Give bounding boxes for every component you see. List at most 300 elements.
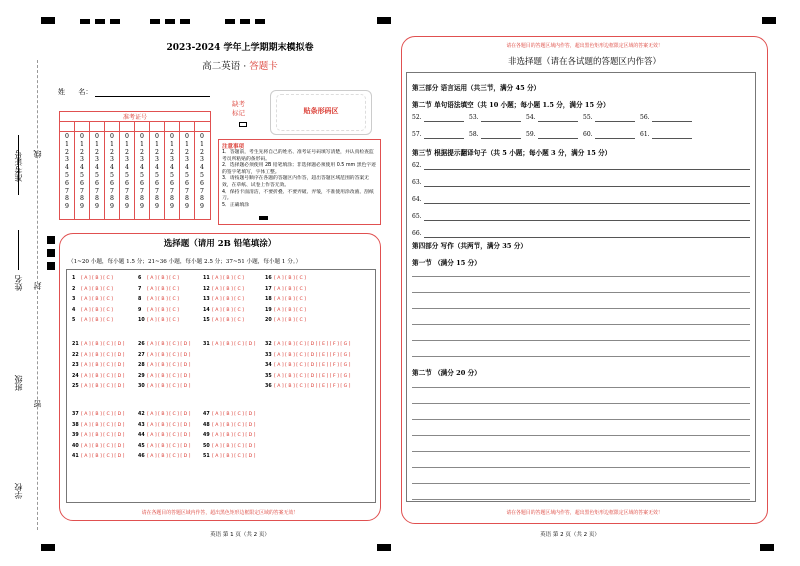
writing-line[interactable] xyxy=(412,467,750,468)
footer-warning-left: 请在各题目的答题区域内作答，超出黑色矩形边框限定区域的答案无效！ xyxy=(141,510,299,516)
notice-title: 注意事项 xyxy=(222,144,245,150)
answer-options[interactable]: [ A ] [ B ] [ C ] [ D ] xyxy=(81,384,125,389)
digit-bubble[interactable]: 1 xyxy=(80,140,84,148)
part3-heading: 第三部分 语言运用（共三节，满分 45 分） xyxy=(412,84,541,92)
digit-bubble[interactable]: 2 xyxy=(65,148,69,156)
section3-heading: 第三节 根据提示翻译句子（共 5 小题；每小题 3 分，满分 15 分） xyxy=(412,149,612,157)
timing-mark xyxy=(80,19,90,24)
fill-number: 54. xyxy=(526,114,536,121)
translate-number: 66. xyxy=(412,230,422,237)
fill-answer-line[interactable] xyxy=(652,138,692,139)
digit-bubble[interactable]: 6 xyxy=(155,179,159,187)
translate-number: 63. xyxy=(412,179,422,186)
digit-bubble[interactable]: 7 xyxy=(200,187,204,195)
question-number: 24 xyxy=(72,373,79,379)
answer-options[interactable]: [ A ] [ B ] [ C ] [ D ] xyxy=(81,443,125,449)
digit-bubble[interactable]: 3 xyxy=(95,156,99,164)
digit-bubble[interactable]: 2 xyxy=(80,148,84,156)
page-number-right: 英语 第 2 页（共 2 页） xyxy=(540,532,600,538)
digit-bubble[interactable]: 4 xyxy=(140,164,144,172)
writing-line[interactable] xyxy=(412,292,750,293)
digit-bubble[interactable]: 0 xyxy=(110,133,114,140)
digit-bubble[interactable]: 5 xyxy=(80,171,84,179)
question-number: 10 xyxy=(138,318,145,323)
digit-column[interactable] xyxy=(61,133,73,211)
fill-answer-line[interactable] xyxy=(424,121,464,122)
fill-number: 59. xyxy=(526,131,536,138)
digit-bubble[interactable]: 3 xyxy=(80,156,84,164)
answer-options[interactable]: [ A ] [ B ] [ C ] xyxy=(81,297,113,302)
grid-divider xyxy=(74,121,75,219)
digit-bubble[interactable]: 9 xyxy=(155,203,159,211)
fill-answer-line[interactable] xyxy=(595,121,635,122)
question-number: 40 xyxy=(72,443,79,449)
ticket-number-label: 准考证号 xyxy=(122,114,147,121)
page-number-left: 英语 第 1 页（共 2 页） xyxy=(210,532,270,538)
answer-options[interactable]: [ A ] [ B ] [ C ] [ D ] xyxy=(147,443,191,449)
digit-bubble[interactable]: 4 xyxy=(65,164,69,172)
question-number: 51 xyxy=(203,454,210,459)
answer-options[interactable]: [ A ] [ B ] [ C ] [ D ] xyxy=(81,373,125,379)
question-number: 5 xyxy=(72,318,76,323)
digit-column[interactable] xyxy=(121,133,133,211)
digit-bubble[interactable]: 3 xyxy=(170,156,174,164)
digit-bubble[interactable]: 0 xyxy=(185,133,189,140)
question-number: 48 xyxy=(203,422,210,428)
translate-number: 64. xyxy=(412,196,422,203)
question-number: 14 xyxy=(203,307,210,313)
digit-bubble[interactable]: 9 xyxy=(65,203,69,211)
fill-number: 57. xyxy=(412,131,422,138)
timing-mark xyxy=(150,19,160,24)
fill-number: 55. xyxy=(583,114,593,121)
digit-bubble[interactable]: 2 xyxy=(125,148,129,156)
answer-options[interactable]: [ A ] [ B ] [ C ] [ D ] xyxy=(147,384,191,389)
digit-bubble[interactable]: 6 xyxy=(80,179,84,187)
fill-number: 58. xyxy=(469,131,479,138)
digit-bubble[interactable]: 5 xyxy=(125,171,129,179)
answer-options[interactable]: [ A ] [ B ] [ C ] [ D ] xyxy=(147,433,191,438)
digit-bubble[interactable]: 8 xyxy=(200,195,204,203)
question-number: 1 xyxy=(72,276,76,281)
digit-column[interactable] xyxy=(91,133,103,211)
digit-bubble[interactable]: 0 xyxy=(80,133,84,140)
question-number: 44 xyxy=(138,433,145,438)
answer-options[interactable]: [ A ] [ B ] [ C ] [ D ] xyxy=(212,433,256,438)
digit-bubble[interactable]: 1 xyxy=(170,140,174,148)
side-label-line: 线 xyxy=(33,150,42,158)
timing-mark xyxy=(47,262,55,270)
bottom-warning-right: 请在各题目的答题区域内作答，超出黑色矩形边框限定区域的答案无效！ xyxy=(506,510,663,516)
digit-bubble[interactable]: 4 xyxy=(155,164,159,172)
question-number: 34 xyxy=(265,363,272,368)
digit-bubble[interactable]: 6 xyxy=(95,179,99,187)
subtitle-subject: 高二英语 · xyxy=(202,61,250,72)
digit-bubble[interactable]: 3 xyxy=(110,156,114,164)
digit-bubble[interactable]: 1 xyxy=(65,140,69,148)
digit-bubble[interactable]: 8 xyxy=(110,195,114,203)
digit-bubble[interactable]: 1 xyxy=(95,140,99,148)
answer-options[interactable]: [ A ] [ B ] [ C ] xyxy=(147,297,179,302)
non-choice-frame xyxy=(406,72,756,502)
digit-bubble[interactable]: 4 xyxy=(170,164,174,172)
question-number: 21 xyxy=(72,342,79,347)
digit-bubble[interactable]: 7 xyxy=(80,187,84,195)
fill-answer-line[interactable] xyxy=(652,121,692,122)
answer-options[interactable]: [ A ] [ B ] [ C ] xyxy=(212,286,244,292)
name-input-line[interactable] xyxy=(95,96,210,97)
digit-column[interactable] xyxy=(166,133,178,211)
digit-bubble[interactable]: 6 xyxy=(65,179,69,187)
grid-divider xyxy=(89,121,90,219)
answer-options[interactable]: [ A ] [ B ] [ C ] xyxy=(274,276,306,281)
digit-column[interactable] xyxy=(196,133,208,211)
digit-bubble[interactable]: 3 xyxy=(140,156,144,164)
notice-line: 1．答题前，考生先将自己的姓名、准考证号码填写清楚，并认真检查监考员所粘贴的条形码。 xyxy=(222,150,374,162)
question-number: 9 xyxy=(138,307,142,313)
answer-options[interactable]: [ A ] [ B ] [ C ] xyxy=(212,297,244,302)
digit-bubble[interactable]: 8 xyxy=(125,195,129,203)
question-number: 16 xyxy=(265,276,272,281)
answer-options[interactable]: [ A ] [ B ] [ C ] [ D ] xyxy=(212,454,256,459)
digit-bubble[interactable]: 0 xyxy=(170,133,174,140)
question-number: 2 xyxy=(72,286,76,292)
digit-bubble[interactable]: 5 xyxy=(95,171,99,179)
answer-options[interactable]: [ A ] [ B ] [ C ] xyxy=(81,307,113,313)
digit-bubble[interactable]: 3 xyxy=(185,156,189,164)
digit-bubble[interactable]: 7 xyxy=(125,187,129,195)
side-label-seal: 封 xyxy=(33,282,42,290)
question-number: 17 xyxy=(265,286,272,292)
answer-options[interactable]: [ A ] [ B ] [ C ] [ D ] xyxy=(212,443,256,449)
answer-options[interactable]: [ A ] [ B ] [ C ] xyxy=(81,276,113,281)
digit-bubble[interactable]: 3 xyxy=(200,156,204,164)
digit-bubble[interactable]: 5 xyxy=(65,171,69,179)
fill-answer-line[interactable] xyxy=(538,138,578,139)
timing-mark xyxy=(377,17,391,24)
digit-bubble[interactable]: 0 xyxy=(140,133,144,140)
answer-options[interactable]: [ A ] [ B ] [ C ] [ D ] xyxy=(212,412,256,417)
question-number: 20 xyxy=(265,318,272,323)
top-warning-right: 请在各题目的答题区域内作答，超出黑色矩形边框限定区域的答案无效！ xyxy=(506,43,663,49)
digit-bubble[interactable]: 7 xyxy=(185,187,189,195)
answer-options[interactable]: [ A ] [ B ] [ C ] xyxy=(147,318,179,323)
answer-options[interactable]: [ A ] [ B ] [ C ] xyxy=(81,286,113,292)
notice-line: 2．选择题必须使用 2B 铅笔填涂；非选择题必须使用 0.5 mm 黑色字迹的签字笔填写，字体工整。 xyxy=(222,163,376,175)
timing-mark xyxy=(47,236,55,244)
timing-mark xyxy=(95,19,105,24)
digit-bubble[interactable]: 5 xyxy=(185,171,189,179)
answer-options[interactable]: [ A ] [ B ] [ C ] xyxy=(212,307,244,313)
timing-mark xyxy=(47,249,55,257)
question-number: 25 xyxy=(72,384,79,389)
answer-options[interactable]: [ A ] [ B ] [ C ] [ D ] xyxy=(81,433,125,438)
timing-mark xyxy=(41,17,55,24)
answer-options[interactable]: [ A ] [ B ] [ C ] [ D ] xyxy=(147,422,191,428)
question-number: 36 xyxy=(265,384,272,389)
digit-bubble[interactable]: 8 xyxy=(185,195,189,203)
timing-mark xyxy=(255,19,265,24)
writing-line[interactable] xyxy=(412,276,750,277)
digit-bubble[interactable]: 2 xyxy=(170,148,174,156)
writing-line[interactable] xyxy=(412,451,750,452)
answer-options[interactable]: [ A ] [ B ] [ C ] xyxy=(274,318,306,323)
answer-options[interactable]: [ A ] [ B ] [ C ] xyxy=(81,318,113,323)
digit-bubble[interactable]: 5 xyxy=(155,171,159,179)
digit-bubble[interactable]: 0 xyxy=(65,133,69,140)
digit-bubble[interactable]: 5 xyxy=(170,171,174,179)
digit-bubble[interactable]: 9 xyxy=(170,203,174,211)
fill-number: 52. xyxy=(412,114,422,121)
answer-options[interactable]: [ A ] [ B ] [ C ] [ D ] xyxy=(147,342,191,347)
digit-bubble[interactable]: 6 xyxy=(200,179,204,187)
grid-divider xyxy=(194,121,195,219)
digit-column[interactable] xyxy=(151,133,163,211)
fill-answer-line[interactable] xyxy=(595,138,635,139)
digit-bubble[interactable]: 4 xyxy=(125,164,129,172)
translate-answer-line[interactable] xyxy=(424,169,750,170)
question-number: 46 xyxy=(138,454,145,459)
answer-options[interactable]: [ A ] [ B ] [ C ] [ D ] xyxy=(147,373,191,379)
digit-bubble[interactable]: 1 xyxy=(110,140,114,148)
fill-answer-line[interactable] xyxy=(481,121,521,122)
digit-bubble[interactable]: 7 xyxy=(110,187,114,195)
fill-answer-line[interactable] xyxy=(538,121,578,122)
grid-divider xyxy=(164,121,165,219)
non-choice-title: 非选择题（请在各试题的答题区内作答） xyxy=(507,57,661,67)
digit-bubble[interactable]: 2 xyxy=(95,148,99,156)
answer-options[interactable]: [ A ] [ B ] [ C ] [ D ] xyxy=(147,363,191,368)
answer-options[interactable]: [ A ] [ B ] [ C ] [ D ] xyxy=(81,454,125,459)
answer-options[interactable]: [ A ] [ B ] [ C ] [ D ] xyxy=(147,352,191,358)
answer-options[interactable]: [ A ] [ B ] [ C ] xyxy=(147,276,179,281)
question-number: 12 xyxy=(203,286,210,292)
digit-bubble[interactable]: 2 xyxy=(140,148,144,156)
question-number: 50 xyxy=(203,443,210,449)
notice-line: 4．保持卡面清洁，不要折叠、不要弄破、弄皱，不准使用涂改液、刮纸刀。 xyxy=(222,189,374,202)
timing-mark xyxy=(225,19,235,24)
digit-bubble[interactable]: 8 xyxy=(155,195,159,203)
fill-answer-line[interactable] xyxy=(424,138,464,139)
grid-divider xyxy=(134,121,135,219)
writing-line[interactable] xyxy=(412,356,750,357)
translate-answer-line[interactable] xyxy=(424,203,750,204)
answer-options[interactable]: [ A ] [ B ] [ C ] xyxy=(274,297,306,302)
question-number: 22 xyxy=(72,352,79,358)
digit-bubble[interactable]: 6 xyxy=(110,179,114,187)
translate-answer-line[interactable] xyxy=(424,186,750,187)
grid-divider xyxy=(104,121,105,219)
digit-bubble[interactable]: 8 xyxy=(80,195,84,203)
answer-options[interactable]: [ A ] [ B ] [ C ] xyxy=(147,286,179,292)
barcode-label: 贴条形码区 xyxy=(303,106,339,115)
digit-bubble[interactable]: 6 xyxy=(185,179,189,187)
digit-bubble[interactable]: 5 xyxy=(110,171,114,179)
question-number: 45 xyxy=(138,443,145,449)
writing-line[interactable] xyxy=(412,483,750,484)
writing-line[interactable] xyxy=(412,499,750,500)
question-number: 4 xyxy=(72,307,76,313)
answer-options[interactable]: [ A ] [ B ] [ C ] [ D ] xyxy=(81,412,125,417)
digit-bubble[interactable]: 7 xyxy=(95,187,99,195)
side-label-school: 学校 xyxy=(14,483,23,499)
digit-bubble[interactable]: 1 xyxy=(185,140,189,148)
digit-bubble[interactable]: 8 xyxy=(170,195,174,203)
digit-bubble[interactable]: 1 xyxy=(155,140,159,148)
answer-options[interactable]: [ A ] [ B ] [ C ] [ D ] xyxy=(81,352,125,358)
writing-line[interactable] xyxy=(412,435,750,436)
timing-mark xyxy=(760,544,774,551)
answer-options[interactable]: [ A ] [ B ] [ C ] [ D ] [ E ] [ F ] [ G ] xyxy=(274,363,351,368)
digit-bubble[interactable]: 9 xyxy=(80,203,84,211)
question-number: 8 xyxy=(138,297,142,302)
digit-bubble[interactable]: 3 xyxy=(125,156,129,164)
digit-bubble[interactable]: 9 xyxy=(200,203,204,211)
side-label-secret: 密 xyxy=(33,400,42,408)
question-number: 32 xyxy=(265,342,272,347)
question-number: 6 xyxy=(138,276,142,281)
subtitle-answer-card: 答题卡 xyxy=(249,61,278,72)
question-number: 33 xyxy=(265,352,272,358)
answer-options[interactable]: [ A ] [ B ] [ C ] [ D ] xyxy=(81,422,125,428)
timing-mark xyxy=(180,19,190,24)
writing-line[interactable] xyxy=(412,308,750,309)
fill-number: 60. xyxy=(583,131,593,138)
translate-number: 65. xyxy=(412,213,422,220)
question-number: 42 xyxy=(138,412,145,417)
digit-bubble[interactable]: 4 xyxy=(110,164,114,172)
writing-line[interactable] xyxy=(412,324,750,325)
digit-bubble[interactable]: 9 xyxy=(110,203,114,211)
digit-bubble[interactable]: 2 xyxy=(200,148,204,156)
timing-mark xyxy=(165,19,175,24)
writing-line[interactable] xyxy=(412,403,750,404)
notice-line: 3．请按题号顺序在各题的答题区内作答，超出答题区域范围的答案无效，在草纸、试卷上作答无效。 xyxy=(222,176,369,188)
answer-options[interactable]: [ A ] [ B ] [ C ] [ D ] xyxy=(147,454,191,459)
digit-bubble[interactable]: 9 xyxy=(185,203,189,211)
fill-answer-line[interactable] xyxy=(481,138,521,139)
question-number: 41 xyxy=(72,454,79,459)
digit-column[interactable] xyxy=(136,133,148,211)
question-number: 23 xyxy=(72,363,79,368)
grid-divider xyxy=(149,121,150,219)
digit-bubble[interactable]: 2 xyxy=(185,148,189,156)
translate-answer-line[interactable] xyxy=(424,237,750,238)
side-label-name: 姓名 xyxy=(14,275,23,291)
writing-line[interactable] xyxy=(412,340,750,341)
digit-bubble[interactable]: 1 xyxy=(140,140,144,148)
digit-bubble[interactable]: 6 xyxy=(140,179,144,187)
question-number: 11 xyxy=(203,276,210,281)
digit-bubble[interactable]: 1 xyxy=(200,140,204,148)
digit-column[interactable] xyxy=(106,133,118,211)
digit-bubble[interactable]: 5 xyxy=(200,171,204,179)
digit-bubble[interactable]: 4 xyxy=(95,164,99,172)
question-number: 28 xyxy=(138,363,145,368)
answer-options[interactable]: [ A ] [ B ] [ C ] [ D ] [ E ] [ F ] [ G ] xyxy=(274,352,351,358)
question-number: 26 xyxy=(138,342,145,347)
answer-options[interactable]: [ A ] [ B ] [ C ] [ D ] [ E ] [ F ] [ G ] xyxy=(274,373,351,379)
question-number: 37 xyxy=(72,412,79,417)
digit-bubble[interactable]: 0 xyxy=(155,133,159,140)
digit-bubble[interactable]: 0 xyxy=(200,133,204,140)
notice-line: 5．正确填涂 xyxy=(222,202,250,208)
answer-options[interactable]: [ A ] [ B ] [ C ] [ D ] xyxy=(81,342,125,347)
absent-label: 缺考 标记 xyxy=(232,100,245,117)
digit-column[interactable] xyxy=(76,133,88,211)
question-number: 35 xyxy=(265,373,272,379)
digit-bubble[interactable]: 5 xyxy=(140,171,144,179)
digit-bubble[interactable]: 7 xyxy=(65,187,69,195)
question-number: 49 xyxy=(203,433,210,438)
fill-number: 53. xyxy=(469,114,479,121)
digit-bubble[interactable]: 3 xyxy=(155,156,159,164)
notice-text xyxy=(222,150,378,209)
answer-options[interactable]: [ A ] [ B ] [ C ] [ D ] xyxy=(81,363,125,368)
digit-bubble[interactable]: 1 xyxy=(125,140,129,148)
digit-bubble[interactable]: 4 xyxy=(200,164,204,172)
answer-options[interactable]: [ A ] [ B ] [ C ] [ D ] xyxy=(147,412,191,417)
digit-bubble[interactable]: 7 xyxy=(140,187,144,195)
answer-options[interactable]: [ A ] [ B ] [ C ] xyxy=(147,307,179,313)
correct-fill-sample xyxy=(259,216,268,220)
answer-options[interactable]: [ A ] [ B ] [ C ] [ D ] xyxy=(212,342,256,347)
digit-bubble[interactable]: 3 xyxy=(65,156,69,164)
answer-options[interactable]: [ A ] [ B ] [ C ] [ D ] [ E ] [ F ] [ G ] xyxy=(274,342,351,347)
grid-divider xyxy=(119,121,120,219)
answer-options[interactable]: [ A ] [ B ] [ C ] [ D ] xyxy=(212,422,256,428)
digit-bubble[interactable]: 0 xyxy=(125,133,129,140)
digit-bubble[interactable]: 0 xyxy=(95,133,99,140)
digit-bubble[interactable]: 4 xyxy=(185,164,189,172)
question-number: 47 xyxy=(203,412,210,417)
answer-options[interactable]: [ A ] [ B ] [ C ] xyxy=(212,276,244,281)
digit-bubble[interactable]: 8 xyxy=(65,195,69,203)
digit-bubble[interactable]: 2 xyxy=(155,148,159,156)
absent-checkbox[interactable] xyxy=(239,122,247,127)
digit-bubble[interactable]: 4 xyxy=(80,164,84,172)
digit-bubble[interactable]: 8 xyxy=(140,195,144,203)
digit-bubble[interactable]: 2 xyxy=(110,148,114,156)
digit-bubble[interactable]: 7 xyxy=(170,187,174,195)
timing-mark xyxy=(762,17,776,24)
side-label-class: 班级 xyxy=(14,375,23,391)
digit-bubble[interactable]: 6 xyxy=(170,179,174,187)
digit-bubble[interactable]: 9 xyxy=(125,203,129,211)
question-number: 38 xyxy=(72,422,79,428)
question-number: 27 xyxy=(138,352,145,358)
choice-title: 选择题（请用 2B 铅笔填涂） xyxy=(163,239,277,249)
name-label: 姓 名： xyxy=(58,88,93,96)
choice-instructions: （1~20 小题，每小题 1.5 分；21~36 小题，每小题 2.5 分；37~51 小题，每小题 1 分。） xyxy=(68,259,302,265)
question-number: 19 xyxy=(265,307,272,313)
digit-bubble[interactable]: 8 xyxy=(95,195,99,203)
timing-mark xyxy=(41,544,55,551)
digit-bubble[interactable]: 9 xyxy=(140,203,144,211)
answer-options[interactable]: [ A ] [ B ] [ C ] xyxy=(274,286,306,292)
digit-bubble[interactable]: 7 xyxy=(155,187,159,195)
answer-options[interactable]: [ A ] [ B ] [ C ] xyxy=(274,307,306,313)
seal-line xyxy=(37,60,38,530)
translate-answer-line[interactable] xyxy=(424,220,750,221)
digit-bubble[interactable]: 9 xyxy=(95,203,99,211)
digit-column[interactable] xyxy=(181,133,193,211)
writing-line[interactable] xyxy=(412,387,750,388)
writing-line[interactable] xyxy=(412,419,750,420)
answer-options[interactable]: [ A ] [ B ] [ C ] xyxy=(212,318,244,323)
digit-bubble[interactable]: 6 xyxy=(125,179,129,187)
answer-options[interactable]: [ A ] [ B ] [ C ] [ D ] [ E ] [ F ] [ G ] xyxy=(274,384,351,389)
